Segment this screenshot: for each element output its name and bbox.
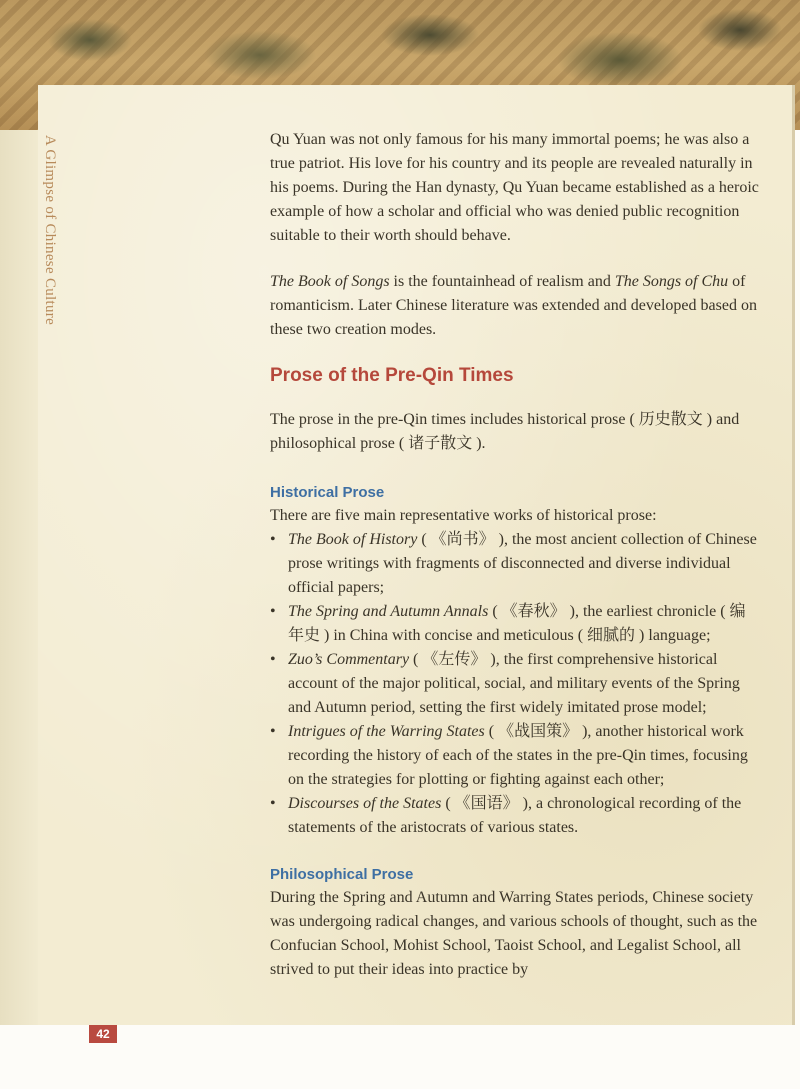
list-item: • Zuo’s Commentary ( 《左传》 ), the first comprehensive historical account of the major political, social, and military events of the Spring and Autumn period, setting the first widely imitated prose model; <box>270 648 760 720</box>
book-title-vertical: A Glimpse of Chinese Culture <box>42 135 58 326</box>
section-intro: The prose in the pre-Qin times includes historical prose ( 历史散文 ) and philosophical prose ( 诸子散文 ). <box>270 411 740 452</box>
intro-paragraph-1: Qu Yuan was not only famous for his many immortal poems; he was also a true patriot. His love for his country and its people are revealed naturally in his poems. During the Han dynasty, Qu Yuan became established as a heroic example of how a scholar and official who was denied public recognition suitable to their worth should behave. <box>270 131 759 244</box>
title-book-of-songs: The Book of Songs <box>270 273 390 290</box>
bullet-icon: • <box>270 531 276 548</box>
bullet-icon: • <box>270 651 276 668</box>
intro-paragraph-2: The Book of Songs is the fountainhead of realism and The Songs of Chu of romanticism. Later Chinese literature was extended and developed based on these two creation modes. <box>270 273 757 338</box>
list-item: • Discourses of the States ( 《国语》 ), a chronological recording of the statements of the aristocrats of various states. <box>270 792 760 840</box>
bullet-icon: • <box>270 723 276 740</box>
page-content <box>270 128 760 982</box>
historical-works-list <box>270 528 760 840</box>
historical-lead: There are five main representative works of historical prose: <box>270 507 657 524</box>
philosophical-prose-heading: Philosophical Prose <box>270 866 414 883</box>
philosophical-paragraph: During the Spring and Autumn and Warring States periods, Chinese society was undergoing radical changes, and various schools of thought, such as the Confucian School, Mohist School, Taoist School, and Legalist School, all strived to put their ideas into practice by <box>270 889 758 978</box>
list-item: • The Book of History ( 《尚书》 ), the most ancient collection of Chinese prose writings with fragments of disconnected and diverse individual official papers; <box>270 528 760 600</box>
page-number: 42 <box>89 1025 117 1043</box>
bullet-icon: • <box>270 795 276 812</box>
title-songs-of-chu: The Songs of Chu <box>614 273 729 290</box>
section-heading: Prose of the Pre-Qin Times <box>270 365 514 386</box>
bullet-icon: • <box>270 603 276 620</box>
list-item: • Intrigues of the Warring States ( 《战国策》 ), another historical work recording the history of each of the states in the pre-Qin times, focusing on the strategies for plotting or fighting against each other; <box>270 720 760 792</box>
sidebar-strip <box>0 130 38 1025</box>
list-item: • The Spring and Autumn Annals ( 《春秋》 ), the earliest chronicle ( 编年史 ) in China with concise and meticulous ( 细腻的 ) language; <box>270 600 760 648</box>
historical-prose-heading: Historical Prose <box>270 484 385 501</box>
